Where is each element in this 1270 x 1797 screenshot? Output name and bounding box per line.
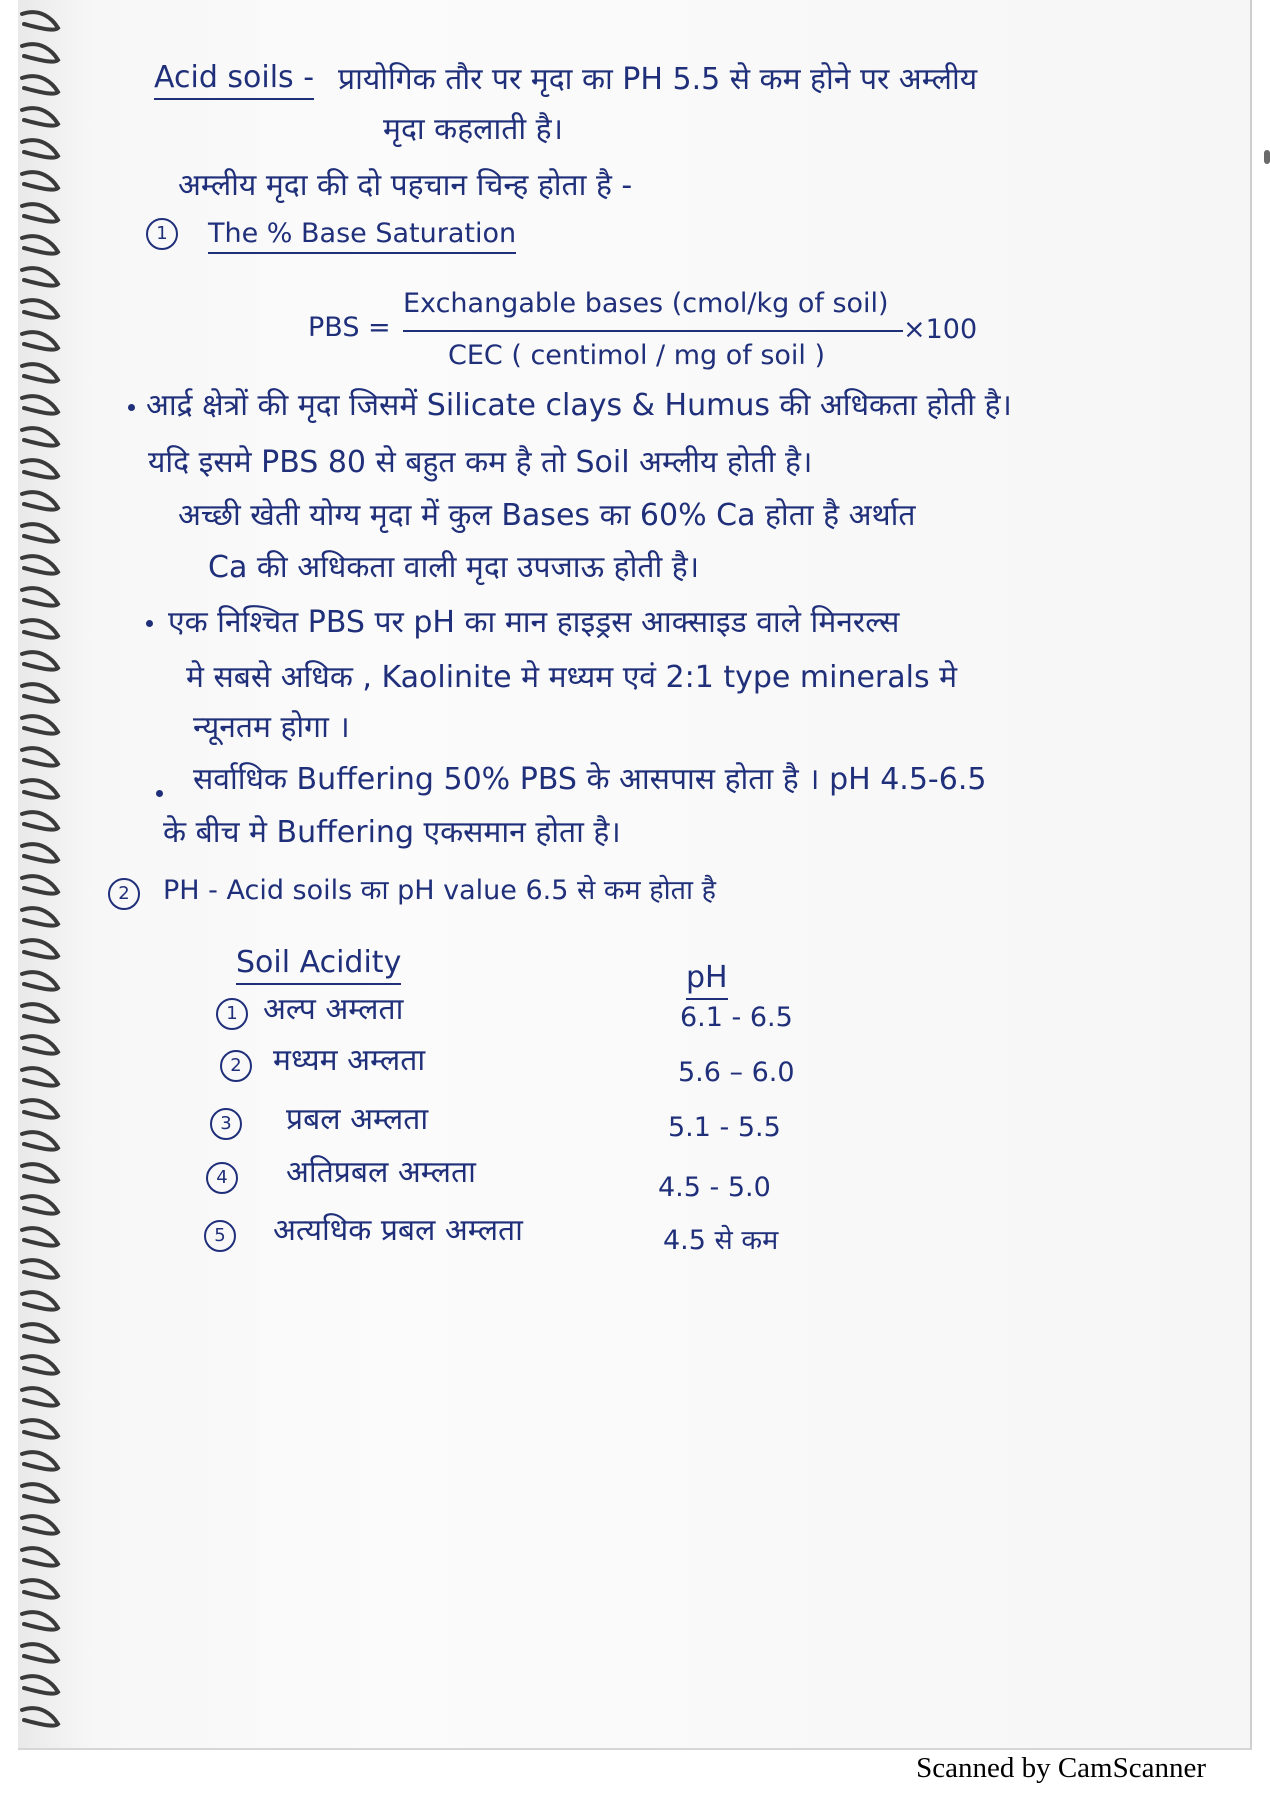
notebook-page xyxy=(18,0,1252,1750)
spiral-ring xyxy=(22,1196,58,1213)
spiral-ring xyxy=(22,1324,58,1341)
spiral-ring xyxy=(22,1004,58,1021)
bullet-2-dot xyxy=(146,620,153,627)
bullet-2-line-3: न्यूनतम होगा । xyxy=(193,710,350,745)
formula-lhs: PBS = xyxy=(308,312,391,343)
spiral-ring xyxy=(22,716,58,733)
row-number: 1 xyxy=(216,998,248,1030)
bullet-3-line-1: सर्वाधिक Buffering 50% PBS के आसपास होता है । pH 4.5-6.5 xyxy=(193,762,987,797)
spiral-binding xyxy=(18,0,88,1748)
spiral-ring xyxy=(22,1100,58,1117)
row-acidity: मध्यम अम्लता xyxy=(273,1043,426,1078)
heading-line-2: मृदा कहलाती है। xyxy=(383,112,563,147)
spiral-ring xyxy=(22,780,58,797)
formula-multiplier: ×100 xyxy=(903,314,978,345)
spiral-ring xyxy=(22,652,58,669)
spiral-ring xyxy=(22,300,58,317)
row-acidity: अल्प अम्लता xyxy=(263,992,404,1027)
page-speck xyxy=(1264,150,1270,164)
bullet-1-line-1: आर्द्र क्षेत्रों की मृदा जिसमें Silicate clays & Humus की अधिकता होती है। xyxy=(146,388,1012,423)
spiral-ring xyxy=(22,1260,58,1277)
spiral-ring xyxy=(22,524,58,541)
spiral-ring xyxy=(22,748,58,765)
spiral-ring xyxy=(22,876,58,893)
row-ph: 4.5 से कम xyxy=(663,1225,779,1256)
bullet-3-dot xyxy=(156,790,163,797)
row-ph: 6.1 - 6.5 xyxy=(680,1002,793,1033)
spiral-ring xyxy=(22,908,58,925)
row-number: 3 xyxy=(210,1108,242,1140)
spiral-ring xyxy=(22,364,58,381)
table-header-ph: pH xyxy=(686,960,728,1000)
spiral-ring xyxy=(22,1164,58,1181)
spiral-ring xyxy=(22,844,58,861)
spiral-ring xyxy=(22,44,58,61)
bullet-1-line-2: यदि इसमे PBS 80 से बहुत कम है तो Soil अम्लीय होती है। xyxy=(148,445,813,480)
row-number: 2 xyxy=(220,1050,252,1082)
spiral-ring xyxy=(22,204,58,221)
spiral-ring xyxy=(22,268,58,285)
spiral-ring xyxy=(22,1292,58,1309)
spiral-ring xyxy=(22,1676,58,1693)
bullet-1-line-4: Ca की अधिकता वाली मृदा उपजाऊ होती है। xyxy=(208,550,700,585)
section-1-number: 1 xyxy=(146,218,178,250)
spiral-ring xyxy=(22,1356,58,1373)
row-ph: 4.5 - 5.0 xyxy=(658,1172,771,1203)
heading-label: Acid soils - xyxy=(154,60,314,100)
spiral-ring xyxy=(22,1516,58,1533)
row-acidity: अत्यधिक प्रबल अम्लता xyxy=(273,1213,523,1248)
intro-text: अम्लीय मृदा की दो पहचान चिन्ह होता है - xyxy=(178,168,633,203)
row-number: 5 xyxy=(204,1220,236,1252)
spiral-ring xyxy=(22,588,58,605)
spiral-ring xyxy=(22,1228,58,1245)
spiral-ring xyxy=(22,1548,58,1565)
spiral-ring xyxy=(22,1452,58,1469)
spiral-ring xyxy=(22,1580,58,1597)
bullet-1-line-3: अच्छी खेती योग्य मृदा में कुल Bases का 60% Ca होता है अर्थात xyxy=(178,498,916,533)
spiral-ring xyxy=(22,396,58,413)
row-ph: 5.6 – 6.0 xyxy=(678,1057,795,1088)
formula-fraction-line xyxy=(403,330,903,332)
spiral-ring xyxy=(22,1420,58,1437)
section-2-text: PH - Acid soils का pH value 6.5 से कम होता है xyxy=(163,875,716,906)
spiral-ring xyxy=(22,428,58,445)
spiral-ring xyxy=(22,1388,58,1405)
row-acidity: अतिप्रबल अम्लता xyxy=(286,1155,476,1190)
spiral-ring xyxy=(22,1644,58,1661)
spiral-ring xyxy=(22,1132,58,1149)
spiral-ring xyxy=(22,172,58,189)
spiral-ring xyxy=(22,556,58,573)
formula-denominator: CEC ( centimol / mg of soil ) xyxy=(448,340,826,371)
spiral-ring xyxy=(22,1068,58,1085)
spiral-ring xyxy=(22,972,58,989)
spiral-ring xyxy=(22,332,58,349)
spiral-ring xyxy=(22,140,58,157)
section-1-title: The % Base Saturation xyxy=(208,218,516,254)
spiral-ring xyxy=(22,12,58,29)
spiral-ring xyxy=(22,1612,58,1629)
spiral-ring xyxy=(22,620,58,637)
bullet-2-line-2: मे सबसे अधिक , Kaolinite मे मध्यम एवं 2:1 type minerals मे xyxy=(186,660,958,695)
spiral-ring xyxy=(22,940,58,957)
spiral-ring xyxy=(22,76,58,93)
row-number: 4 xyxy=(206,1162,238,1194)
spiral-ring xyxy=(22,812,58,829)
spiral-ring xyxy=(22,108,58,125)
row-acidity: प्रबल अम्लता xyxy=(286,1102,429,1137)
bullet-2-line-1: एक निश्चित PBS पर pH का मान हाइड्रस आक्साइड वाले मिनरल्स xyxy=(168,605,900,640)
spiral-ring xyxy=(22,1708,58,1725)
bullet-3-line-2: के बीच मे Buffering एकसमान होता है। xyxy=(163,815,621,850)
spiral-ring xyxy=(22,460,58,477)
bullet-1-dot xyxy=(128,404,135,411)
spiral-ring xyxy=(22,492,58,509)
spiral-ring xyxy=(22,1036,58,1053)
table-header-acidity: Soil Acidity xyxy=(236,945,401,985)
section-2-number: 2 xyxy=(108,878,140,910)
spiral-ring xyxy=(22,684,58,701)
row-ph: 5.1 - 5.5 xyxy=(668,1112,781,1143)
scanner-watermark: Scanned by CamScanner xyxy=(916,1752,1206,1784)
formula-numerator: Exchangable bases (cmol/kg of soil) xyxy=(403,288,889,319)
spiral-ring xyxy=(22,236,58,253)
spiral-ring xyxy=(22,1484,58,1501)
heading-line-1: प्रायोगिक तौर पर मृदा का PH 5.5 से कम होने पर अम्लीय xyxy=(338,62,978,97)
